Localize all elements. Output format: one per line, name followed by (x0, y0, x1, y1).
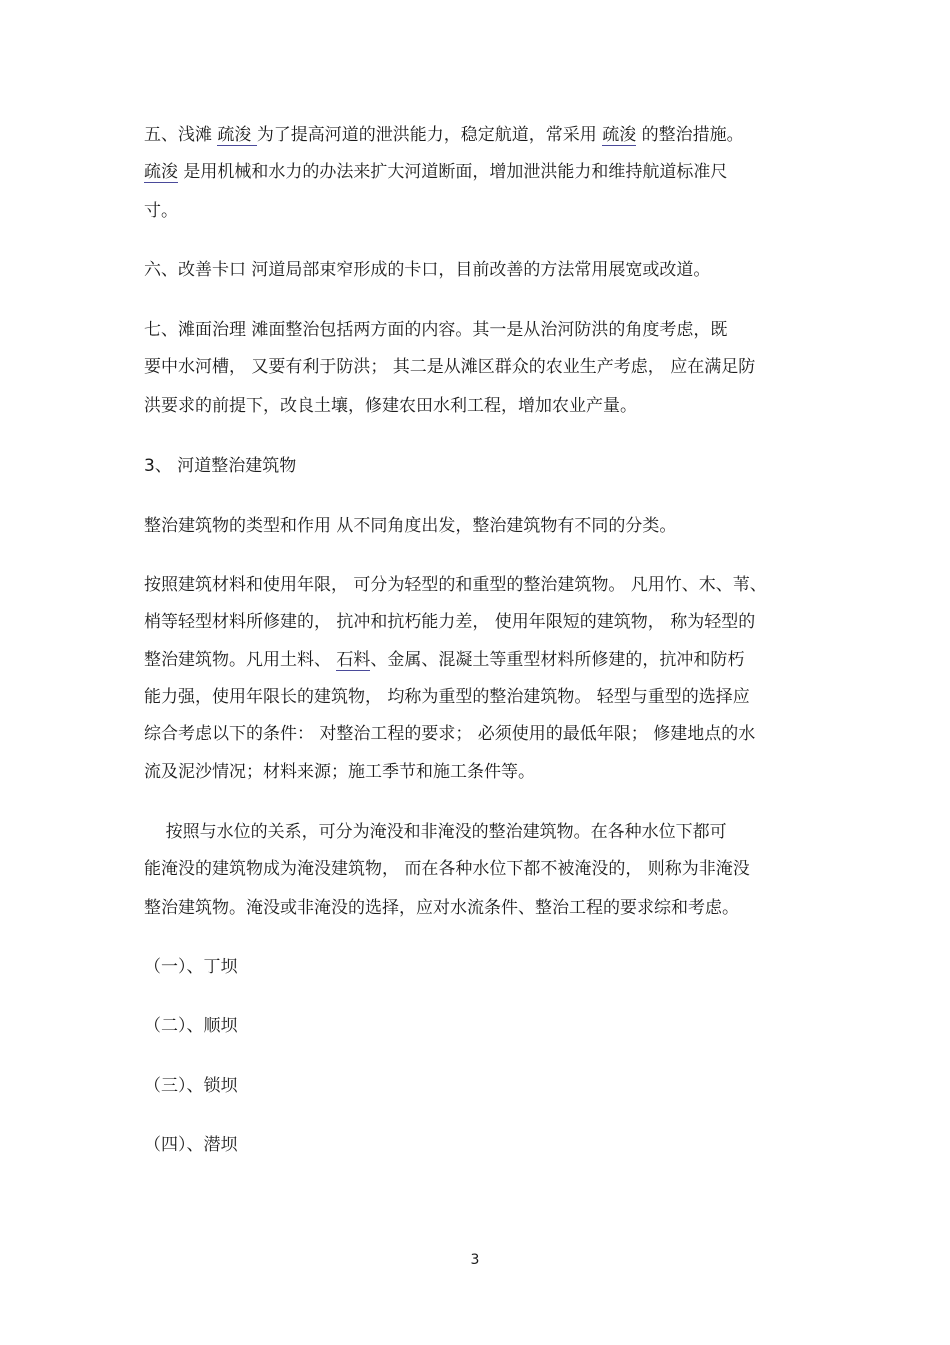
stone-link[interactable]: 石料 (336, 650, 371, 670)
list-item: （四）、潜坝 (144, 1135, 238, 1155)
sec7-line-2: 要中水河槽， 又要有利于防洪； 其二是从滩区群众的农业生产考虑， 应在满足防 (144, 357, 756, 377)
section-heading: 3、 河道整治建筑物 (144, 456, 297, 476)
list-item: （一）、丁坝 (144, 957, 238, 977)
material-line-5: 综合考虑以下的条件： 对整治工程的要求； 必须使用的最低年限； 修建地点的水 (144, 724, 756, 744)
list-item: （三）、锁坝 (144, 1076, 238, 1096)
sec5-line-1 (144, 124, 744, 146)
material-line-6: 流及泥沙情况；材料来源；施工季节和施工条件等。 (144, 762, 535, 782)
material-line-1: 按照建筑材料和使用年限， 可分为轻型的和重型的整治建筑物。 凡用竹、木、苇、 (144, 575, 767, 595)
material-line-2: 梢等轻型材料所修建的， 抗冲和抗朽能力差， 使用年限短的建筑物， 称为轻型的 (144, 612, 756, 632)
sec6-paragraph: 六、改善卡口 河道局部束窄形成的卡口，目前改善的方法常用展宽或改道。 (144, 260, 711, 280)
list-item: （二）、顺坝 (144, 1016, 238, 1036)
dredging-link[interactable]: 疏浚 (144, 162, 178, 182)
sec5-line-3: 寸。 (144, 201, 178, 221)
material-text: 、金属、混凝土等重型材料所修建的，抗冲和防朽 (370, 650, 745, 670)
sec7-line-3: 洪要求的前提下，改良土壤，修建农田水利工程，增加农业产量。 (144, 396, 637, 416)
sec5-text: 是用机械和水力的办法来扩大河道断面，增加泄洪能力和维持航道标准尺 (178, 162, 728, 182)
water-line-3: 整治建筑物。淹没或非淹没的选择，应对水流条件、整治工程的要求综和考虑。 (144, 898, 739, 918)
dredging-link[interactable]: 疏浚 (217, 125, 257, 145)
water-line-1: 按照与水位的关系，可分为淹没和非淹没的整治建筑物。在各种水位下都可 (144, 822, 727, 842)
page-number: 3 (470, 1252, 480, 1268)
material-text: 整治建筑物。凡用土料、 (144, 650, 337, 670)
sec7-line-1: 七、滩面治理 滩面整治包括两方面的内容。其一是从治河防洪的角度考虑，既 (144, 320, 728, 340)
material-line-4: 能力强，使用年限长的建筑物， 均称为重型的整治建筑物。 轻型与重型的选择应 (144, 687, 750, 707)
sec5-text: 为了提高河道的泄洪能力，稳定航道，常采用 (256, 125, 603, 145)
dredging-link[interactable]: 疏浚 (602, 125, 637, 145)
sec5-text: 的整治措施。 (636, 125, 744, 145)
sec5-text: 五、浅滩 (144, 125, 218, 145)
intro-paragraph: 整治建筑物的类型和作用 从不同角度出发，整治建筑物有不同的分类。 (144, 516, 677, 536)
sec5-line-2 (144, 161, 727, 183)
water-line-2: 能淹没的建筑物成为淹没建筑物， 而在各种水位下都不被淹没的， 则称为非淹没 (144, 859, 750, 879)
material-line-3 (144, 649, 744, 671)
